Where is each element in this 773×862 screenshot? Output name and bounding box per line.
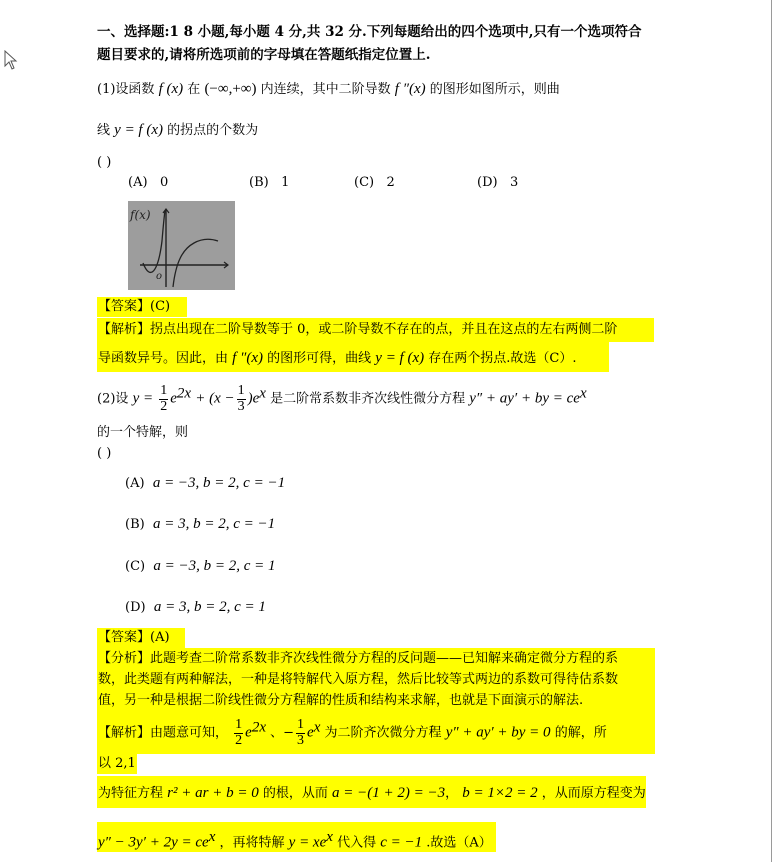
q2-line-yi: 以 2,1 xyxy=(98,756,136,771)
q2-frac-half: $\frac{1}{2}$ xyxy=(160,383,168,414)
q1-paren: ( ) xyxy=(97,155,112,170)
mouse-cursor-icon xyxy=(4,50,18,70)
q1-option-c: (C) 2 xyxy=(354,175,395,190)
q2-option-c: (C) a = −3, b = 2, c = 1 xyxy=(125,558,276,574)
q2-jiexi-frac-half: $\frac{1}{2}$ xyxy=(235,717,243,748)
q2-line2: 的一个特解，则 xyxy=(97,425,189,440)
q2-chareq-line: 为特征方程 r² + ar + b = 0 的根，从而 a = −(1 + 2) = −3， b = 1×2 = 2 ，从而原方程变为 xyxy=(98,785,646,801)
second-derivative-graph-photo xyxy=(128,201,235,290)
q2-final-line: $y'' - 3y' + 2y = ce^x$ ，再将特解 $y = xe^x$ 代入得 c = −1 .故选（A） xyxy=(98,829,492,851)
q2-frac-third: $\frac{1}{3}$ xyxy=(237,383,245,414)
q2-fenxi-line2: 数，此类题有两种解法，一种是将特解代入原方程，然后比较等式两边的系数可得待估系数 xyxy=(98,672,619,687)
graph-origin-label: o xyxy=(156,271,163,282)
q2-paren: ( ) xyxy=(97,446,112,461)
section-heading-2: 题目要求的,请将所选项前的字母填在答题纸指定位置上. xyxy=(97,47,431,63)
q1-option-b: (B) 1 xyxy=(249,175,290,190)
q2-option-d: (D) a = 3, b = 2, c = 1 xyxy=(125,599,266,615)
q1-line1: (1)设函数 f (x) 在 (−∞,+∞) 内连续，其中二阶导数 f ″(x) 的图形如图所示，则曲 xyxy=(97,81,560,97)
q2-fenxi-line1: 【分析】此题考查二阶常系数非齐次线性微分方程的反问题——已知解来确定微分方程的系 xyxy=(98,651,619,666)
q1-option-a: (A) 0 xyxy=(128,175,169,190)
section-heading: 一、选择题:1 8 小题,每小题 4 分,共 32 分.下列每题给出的四个选项中,只有一个选项符合 xyxy=(97,24,642,40)
q2-answer: 【答案】(A) xyxy=(98,630,170,645)
q1-analysis-line2: 导函数异号。因此，由 f ″(x) 的图形可得，曲线 y = f (x) 存在两个拐点.故选（C）. xyxy=(98,350,577,366)
graph-fx-label: f(x) xyxy=(130,208,151,222)
q2-option-a: (A) a = −3, b = 2, c = −1 xyxy=(125,475,286,491)
page-border xyxy=(771,0,772,862)
q2-jiexi-frac-third: $\frac{1}{3}$ xyxy=(297,717,305,748)
q2-line1: (2)设 y = $\frac{1}{2}$ $e^{2x} + (x$ − $\frac{1}{3}$ )$e^x$ 是二阶常系数非齐次线性微分方程 y″ + ay′ + by = $ce^x$ xyxy=(97,383,587,414)
q2-jiexi-line1: 【解析】由题意可知， $\frac{1}{2}$ $e^{2x}$ 、− $\frac{1}{3}$ $e^x$ 为二阶齐次微分方程 y″ + ay′ + by = 0 的解，所 xyxy=(98,717,607,748)
q2-fenxi-line3: 值，另一种是根据二阶线性微分方程解的性质和结构来求解，也就是下面演示的解法. xyxy=(98,693,584,708)
q1-answer: 【答案】(C) xyxy=(98,299,171,314)
q2-option-b: (B) a = 3, b = 2, c = −1 xyxy=(125,516,276,532)
q1-option-d: (D) 3 xyxy=(477,175,519,190)
q1-line2: 线 y = f (x) 的拐点的个数为 xyxy=(97,122,259,138)
q1-analysis-line1: 【解析】拐点出现在二阶导数等于 0，或二阶导数不存在的点，并且在这点的左右两侧二阶 xyxy=(98,322,618,337)
